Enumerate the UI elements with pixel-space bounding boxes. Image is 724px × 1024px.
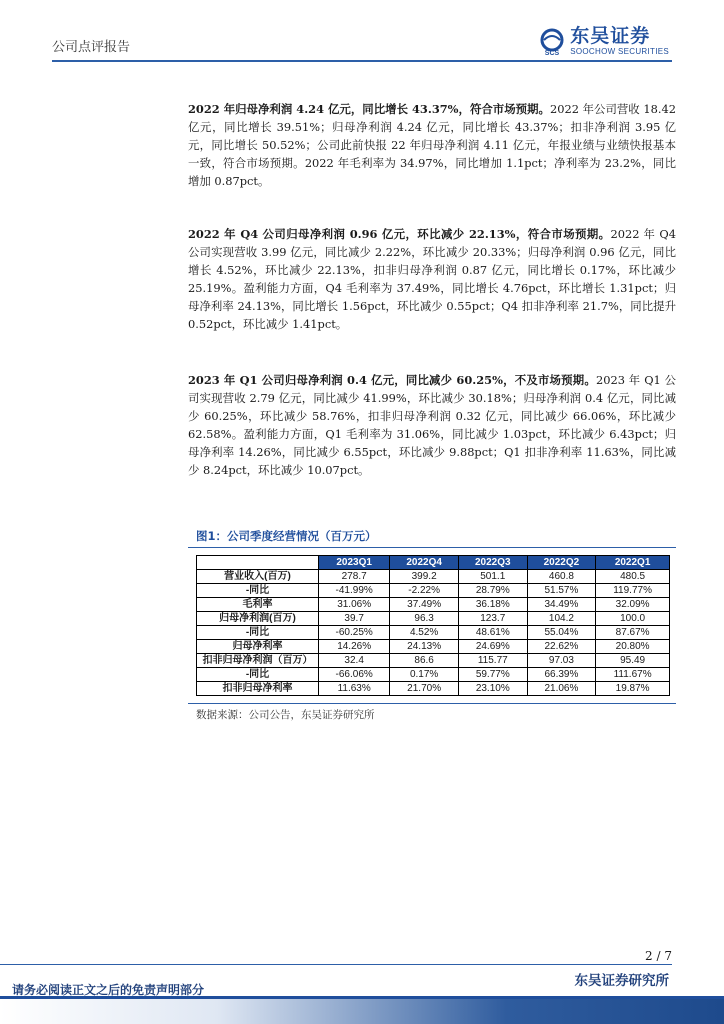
table-row <box>197 626 670 640</box>
table-cell: 32.4 <box>319 654 390 668</box>
row-label: 归母净利率 <box>197 640 319 654</box>
paragraph-annual-results-body: 2022 年公司营收 18.42 亿元，同比增长 39.51%；归母净利润 4.24 亿元，同比增长 43.37%；扣非净利润 3.95 亿元，同比增长 50.52%；公司此前快报 22 年归母净利润 4.11 亿元，年报业绩与业绩快报基本一致，符合市场预期。2022 年毛利率为 34.97%，同比增加 1.1pct；净利率为 23.2%，同比增加 0.87pct。 <box>188 102 676 188</box>
table-cell: 460.8 <box>527 570 596 584</box>
table-cell: 100.0 <box>596 612 670 626</box>
column-header: 2022Q3 <box>458 556 527 570</box>
table-corner-cell <box>197 556 319 570</box>
table-cell: 104.2 <box>527 612 596 626</box>
column-header: 2022Q4 <box>390 556 459 570</box>
table-cell: -66.06% <box>319 668 390 682</box>
table-cell: 0.17% <box>390 668 459 682</box>
table-cell: 66.39% <box>527 668 596 682</box>
table-cell: 22.62% <box>527 640 596 654</box>
table-cell: 21.70% <box>390 682 459 696</box>
table-row <box>197 668 670 682</box>
paragraph-annual-results <box>188 101 676 191</box>
column-header: 2022Q2 <box>527 556 596 570</box>
table-row <box>197 570 670 584</box>
column-header: 2022Q1 <box>596 556 670 570</box>
footer-organization: 东吴证券研究所 <box>574 973 669 989</box>
data-source-note: 数据来源：公司公告，东吴证券研究所 <box>196 709 375 721</box>
table-cell: 34.49% <box>527 598 596 612</box>
disclaimer-notice: 请务必阅读正文之后的免责声明部分 <box>12 983 205 997</box>
paragraph-q1-results <box>188 372 676 479</box>
table-cell: 86.6 <box>390 654 459 668</box>
paragraph-q4-results-headline: 2022 年 Q4 公司归母净利润 0.96 亿元，环比减少 22.13%，符合市场预期。 <box>188 227 611 241</box>
column-header: 2023Q1 <box>319 556 390 570</box>
row-label: -同比 <box>197 584 319 598</box>
table-cell: 119.77% <box>596 584 670 598</box>
table-cell: 20.80% <box>596 640 670 654</box>
table-cell: 11.63% <box>319 682 390 696</box>
logo-english-name: SOOCHOW SECURITIES <box>570 47 669 56</box>
footer-divider <box>0 964 672 965</box>
paragraph-q1-results-body: 2023 年 Q1 公司实现营收 2.79 亿元，同比减少 41.99%，环比减少 30.18%；归母净利润 0.4 亿元，同比减少 60.25%，环比减少 58.76%，扣非归母净利润 0.32 亿元，同比减少 66.06%，环比减少 62.58%。盈利能力方面，Q1 毛利率为 31.06%，同比减少 1.03pct，环比减少 6.43pct；归母净利率 14.26%，同比减少 6.55pct，环比减少 9.88pct；Q1 扣非净利率 11.63%，同比减少 8.24pct，环比减少 10.07pct。 <box>188 373 677 477</box>
row-label: 毛利率 <box>197 598 319 612</box>
quarterly-operations-table <box>196 555 670 696</box>
logo-mark-text: SCS <box>545 49 560 56</box>
row-label: -同比 <box>197 626 319 640</box>
table-row <box>197 682 670 696</box>
row-label: -同比 <box>197 668 319 682</box>
table-cell: 24.69% <box>458 640 527 654</box>
table-cell: 14.26% <box>319 640 390 654</box>
table-cell: 501.1 <box>458 570 527 584</box>
table-row <box>197 640 670 654</box>
table-cell: 37.49% <box>390 598 459 612</box>
paragraph-q4-results <box>188 226 676 333</box>
figure-title: 图1：公司季度经营情况（百万元） <box>196 529 377 543</box>
row-label: 营业收入(百万) <box>197 570 319 584</box>
table-cell: 55.04% <box>527 626 596 640</box>
table-cell: 28.79% <box>458 584 527 598</box>
table-cell: 123.7 <box>458 612 527 626</box>
table-cell: 4.52% <box>390 626 459 640</box>
row-label: 归母净利润(百万) <box>197 612 319 626</box>
table-cell: 115.77 <box>458 654 527 668</box>
table-cell: -60.25% <box>319 626 390 640</box>
table-cell: 87.67% <box>596 626 670 640</box>
table-cell: 32.09% <box>596 598 670 612</box>
table-cell: 278.7 <box>319 570 390 584</box>
table-cell: 21.06% <box>527 682 596 696</box>
table-row <box>197 612 670 626</box>
table-cell: -2.22% <box>390 584 459 598</box>
table-cell: 96.3 <box>390 612 459 626</box>
figure-bottom-rule <box>188 703 676 704</box>
table-cell: 39.7 <box>319 612 390 626</box>
table-row <box>197 654 670 668</box>
table-cell: 23.10% <box>458 682 527 696</box>
table-header-row <box>197 556 670 570</box>
table-row <box>197 598 670 612</box>
table-cell: 59.77% <box>458 668 527 682</box>
table-cell: 31.06% <box>319 598 390 612</box>
table-cell: 19.87% <box>596 682 670 696</box>
page-number: 2 / 7 <box>645 949 672 963</box>
logo-chinese-name: 东吴证券 <box>570 25 651 47</box>
table-cell: 95.49 <box>596 654 670 668</box>
table-cell: 111.67% <box>596 668 670 682</box>
table-cell: 97.03 <box>527 654 596 668</box>
soochow-logo-icon <box>538 28 566 56</box>
document-type: 公司点评报告 <box>52 40 131 55</box>
figure-top-rule <box>188 547 676 548</box>
header-divider <box>52 60 672 62</box>
table-cell: 480.5 <box>596 570 670 584</box>
paragraph-q4-results-body: 2022 年 Q4 公司实现营收 3.99 亿元，同比减少 2.22%，环比减少 20.33%；归母净利润 0.96 亿元，同比增长 4.52%，环比减少 22.13%，扣非归母净利润 0.87 亿元，同比增长 0.17%，环比减少 25.19%。盈利能力方面，Q4 毛利率为 37.49%，同比增长 4.76pct，环比增长 1.31pct；归母净利率 24.13%，同比增长 1.56pct，环比减少 0.55pct；Q4 扣非净利率 21.7%，同比提升 0.52pct，环比减少 1.41pct。 <box>188 227 676 331</box>
table-cell: 24.13% <box>390 640 459 654</box>
table-cell: 36.18% <box>458 598 527 612</box>
row-label: 扣非归母净利率 <box>197 682 319 696</box>
company-logo <box>538 27 669 56</box>
table-cell: 399.2 <box>390 570 459 584</box>
row-label: 扣非归母净利润（百万） <box>197 654 319 668</box>
table-row <box>197 584 670 598</box>
table-cell: 48.61% <box>458 626 527 640</box>
table-cell: -41.99% <box>319 584 390 598</box>
table-cell: 51.57% <box>527 584 596 598</box>
paragraph-q1-results-headline: 2023 年 Q1 公司归母净利润 0.4 亿元，同比减少 60.25%，不及市场预期。 <box>188 373 596 387</box>
paragraph-annual-results-headline: 2022 年归母净利润 4.24 亿元，同比增长 43.37%，符合市场预期。 <box>188 102 550 116</box>
